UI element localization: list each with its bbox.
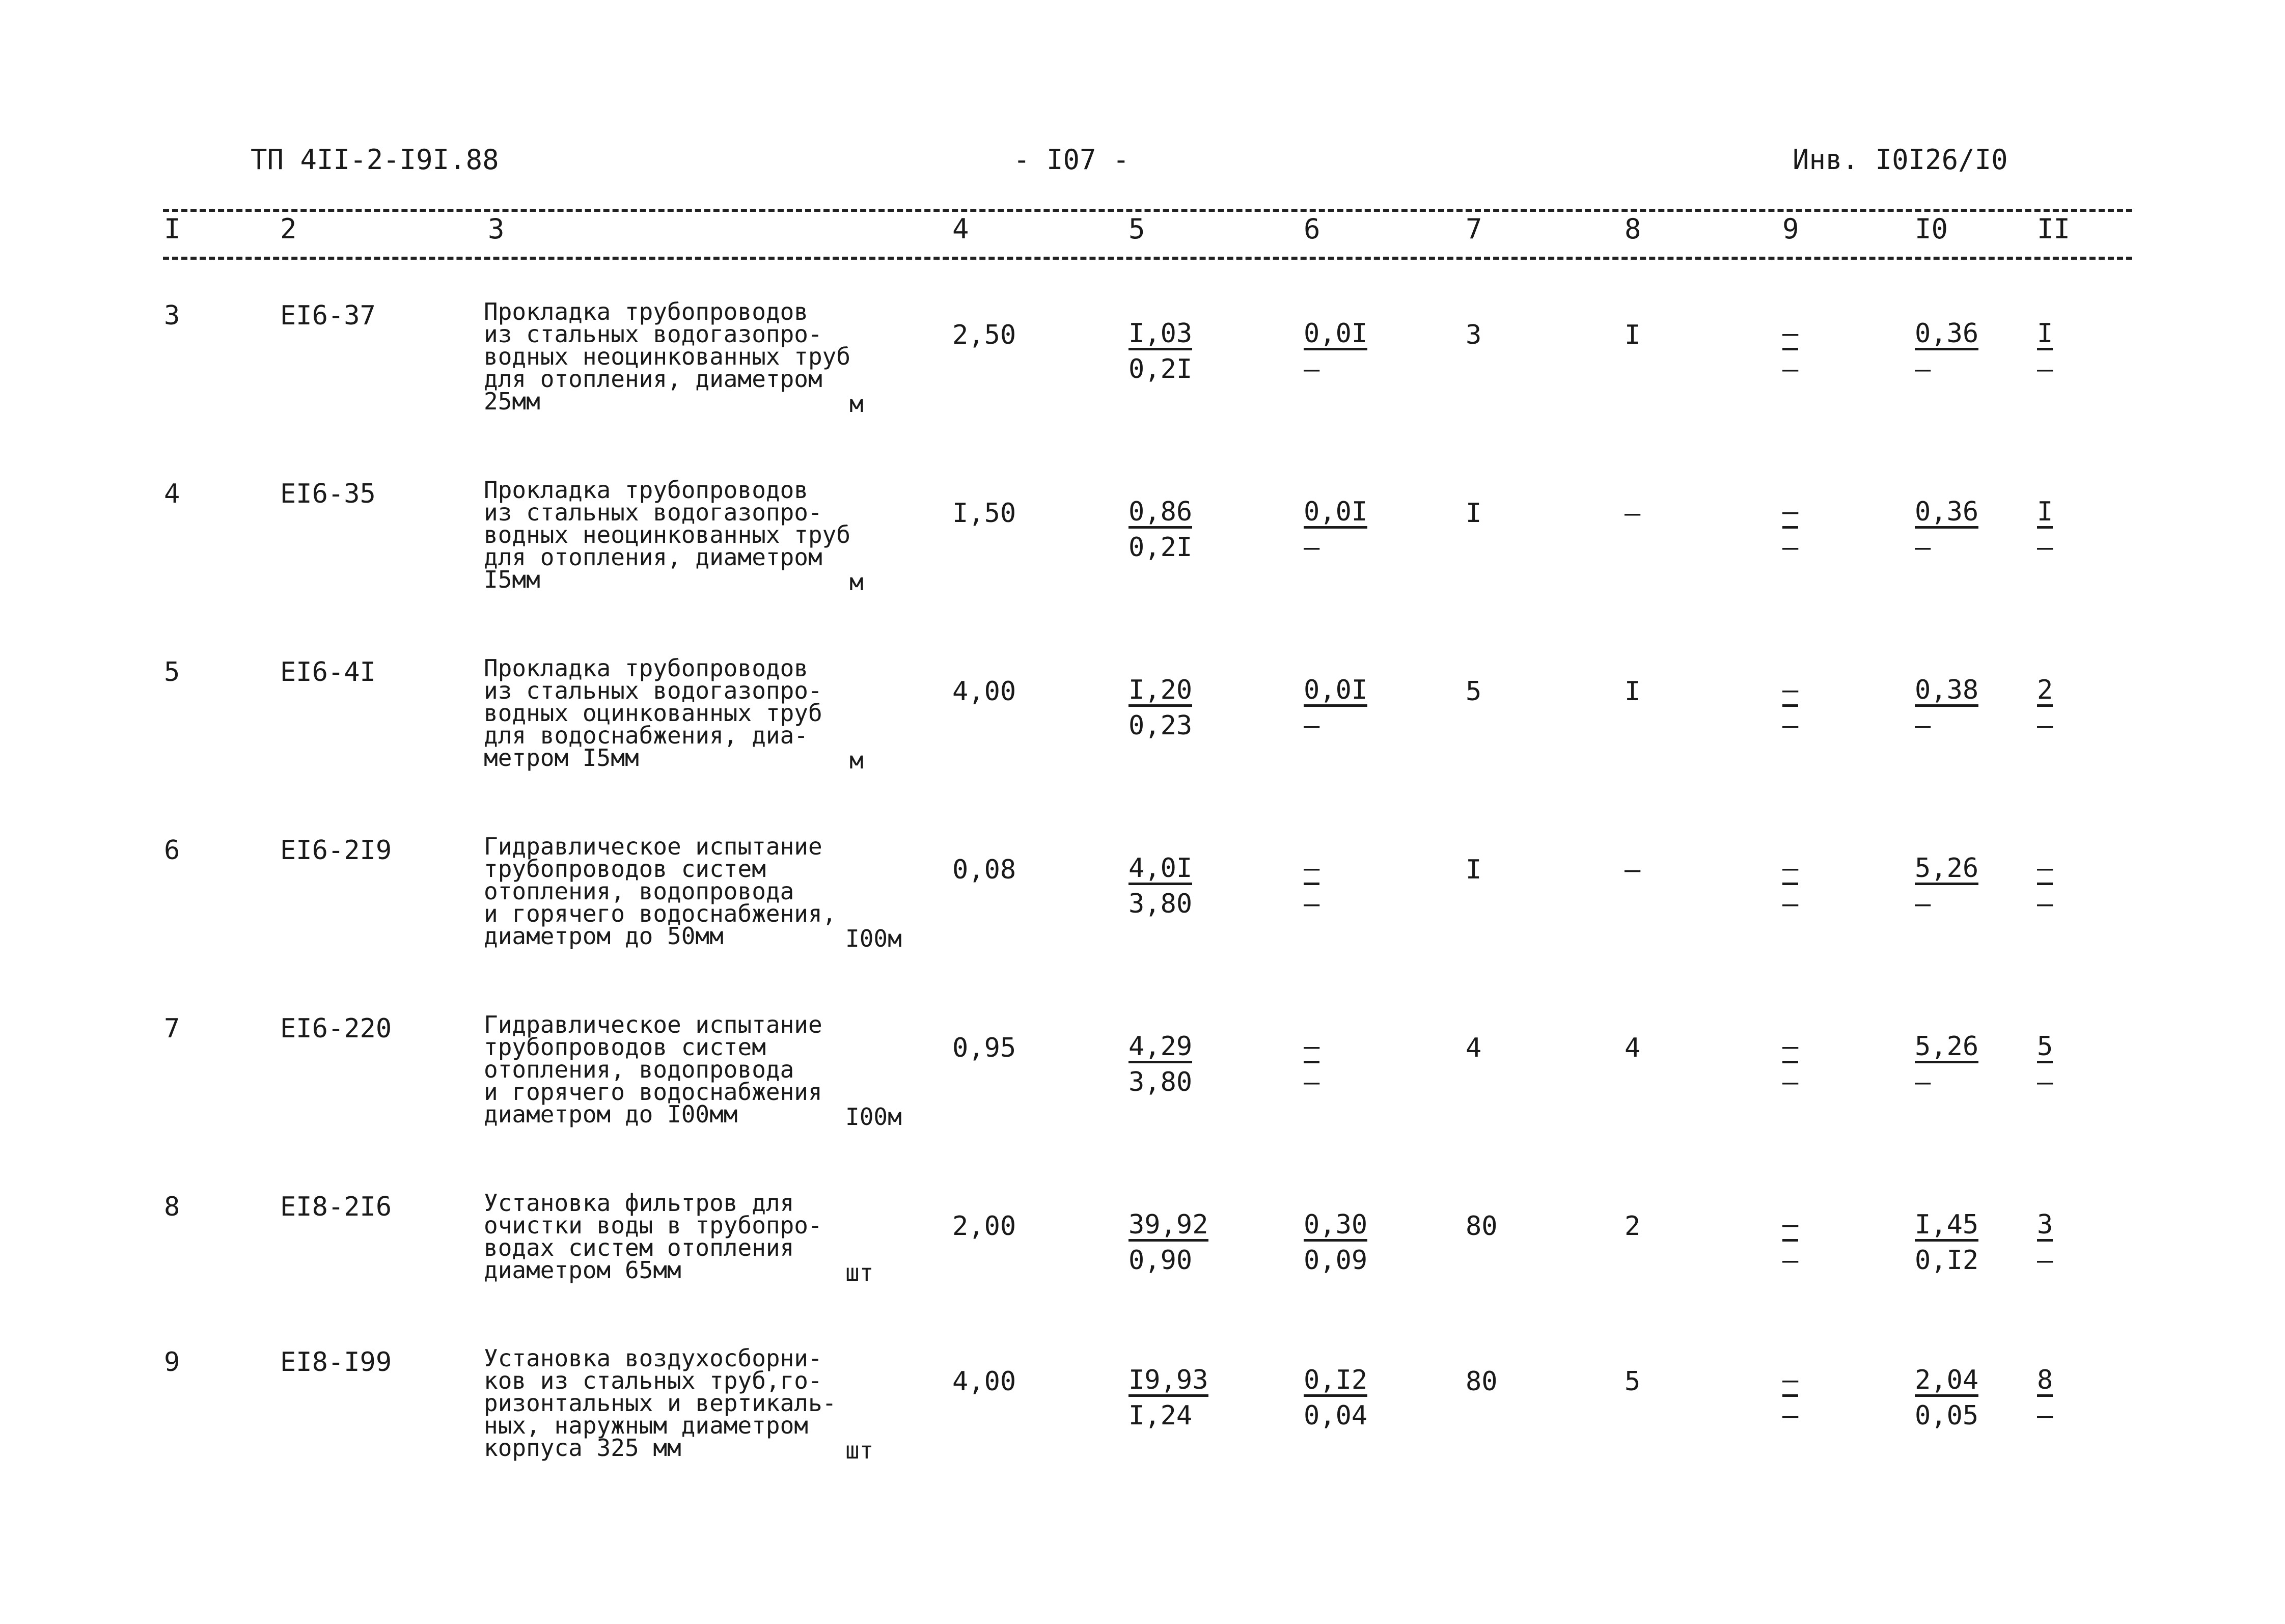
value-denominator: – xyxy=(1782,354,1799,384)
value-numerator: – xyxy=(1782,1210,1798,1242)
column-5-value xyxy=(1128,494,1192,565)
column-7-value: 3 xyxy=(1466,320,1482,350)
column-9-value xyxy=(1782,316,1798,387)
value-denominator: – xyxy=(1304,1067,1320,1097)
column-header-1: I xyxy=(164,213,181,245)
rate-code: EI8-I99 xyxy=(280,1347,392,1378)
description-line: Прокладка трубопроводов xyxy=(484,654,808,682)
table-row xyxy=(0,300,2285,469)
quantity-value: 4,00 xyxy=(952,1366,1016,1397)
inventory-number: Инв. I0I26/I0 xyxy=(1793,144,2008,176)
description-line: трубопроводов систем xyxy=(484,855,766,883)
description-line: Установка фильтров для xyxy=(484,1189,794,1217)
description-line: водных оцинкованных труб xyxy=(484,699,822,727)
column-header-6: 6 xyxy=(1304,213,1320,245)
column-7-value: 5 xyxy=(1466,676,1482,707)
value-denominator: – xyxy=(1915,354,1931,384)
value-numerator: 3 xyxy=(2037,1210,2053,1242)
column-11-value xyxy=(2037,1029,2053,1100)
value-numerator: – xyxy=(1782,676,1798,707)
quantity-value: 0,95 xyxy=(952,1033,1016,1063)
description-line: ных, наружным диаметром xyxy=(484,1412,808,1439)
value-denominator: – xyxy=(1304,354,1320,384)
description-line: отопления, водопровода xyxy=(484,877,794,905)
quantity-value: 4,00 xyxy=(952,676,1016,707)
description-line: Установка воздухосборни- xyxy=(484,1344,822,1372)
description-line: из стальных водогазопро- xyxy=(484,320,822,348)
rate-code: EI8-2I6 xyxy=(280,1192,392,1222)
column-7-value: 4 xyxy=(1466,1033,1482,1063)
value-denominator: – xyxy=(1782,889,1799,919)
value-numerator: I,03 xyxy=(1128,319,1192,350)
row-number: 3 xyxy=(164,300,180,331)
column-5-value xyxy=(1128,850,1192,922)
value-denominator: – xyxy=(1915,889,1931,919)
column-6-value xyxy=(1304,494,1367,565)
value-denominator: – xyxy=(2037,1067,2053,1097)
value-numerator: – xyxy=(1782,319,1798,350)
column-9-value xyxy=(1782,1207,1798,1278)
value-denominator: – xyxy=(1782,532,1799,563)
description-line: I5мм xyxy=(484,566,540,593)
description-line: отопления, водопровода xyxy=(484,1056,794,1083)
column-11-value xyxy=(2037,1362,2053,1434)
value-denominator: 0,2I xyxy=(1128,532,1193,563)
description-line: диаметром 65мм xyxy=(484,1256,681,1284)
column-header-5: 5 xyxy=(1128,213,1145,245)
column-5-value xyxy=(1128,1207,1208,1278)
column-5-value xyxy=(1128,316,1192,387)
value-numerator: 4,0I xyxy=(1128,854,1192,885)
value-numerator: I,45 xyxy=(1915,1210,1978,1242)
value-denominator: 3,80 xyxy=(1128,1067,1193,1097)
value-numerator: 5,26 xyxy=(1915,1032,1978,1063)
value-numerator: 0,I2 xyxy=(1304,1366,1367,1397)
description-line: ризонтальных и вертикаль- xyxy=(484,1389,837,1417)
value-numerator: 0,38 xyxy=(1915,676,1978,707)
description-line: водных неоцинкованных труб xyxy=(484,343,851,370)
row-number: 9 xyxy=(164,1347,180,1378)
description-line: ков из стальных труб,го- xyxy=(484,1367,822,1394)
unit-of-measure: м xyxy=(849,747,864,774)
table-row xyxy=(0,1344,2285,1515)
description-line: Прокладка трубопроводов xyxy=(484,298,808,325)
description-line: водах систем отопления xyxy=(484,1234,794,1261)
column-5-value xyxy=(1128,1362,1208,1434)
value-denominator: 0,05 xyxy=(1915,1400,1979,1431)
quantity-value: 2,00 xyxy=(952,1211,1016,1242)
column-11-value xyxy=(2037,672,2053,744)
description-line: Гидравлическое испытание xyxy=(484,833,822,860)
column-8-value: 5 xyxy=(1625,1366,1641,1397)
column-11-value xyxy=(2037,494,2053,565)
table-row xyxy=(0,1189,2285,1360)
value-numerator: 2,04 xyxy=(1915,1366,1978,1397)
rate-code: EI6-37 xyxy=(280,300,376,331)
rate-code: EI6-2I9 xyxy=(280,835,392,866)
description-line: и горячего водоснабжения, xyxy=(484,900,837,927)
row-number: 4 xyxy=(164,479,180,509)
value-denominator: – xyxy=(2037,532,2053,563)
value-numerator: 8 xyxy=(2037,1366,2053,1397)
column-header-2: 2 xyxy=(280,213,297,245)
value-denominator: 3,80 xyxy=(1128,889,1193,919)
page-number: - I07 - xyxy=(1013,144,1130,176)
value-denominator: 0,2I xyxy=(1128,354,1193,384)
value-numerator: – xyxy=(1782,498,1798,529)
column-8-value: I xyxy=(1625,320,1641,350)
description-line: из стальных водогазопро- xyxy=(484,499,822,526)
description-line: корпуса 325 мм xyxy=(484,1434,681,1462)
column-7-value: 80 xyxy=(1466,1366,1498,1397)
value-denominator: – xyxy=(1304,532,1320,563)
quantity-value: I,50 xyxy=(952,498,1016,529)
column-7-value: 80 xyxy=(1466,1211,1498,1242)
value-numerator: – xyxy=(1304,854,1319,885)
value-denominator: – xyxy=(2037,1245,2053,1276)
column-11-value xyxy=(2037,316,2053,387)
header-bottom-rule xyxy=(163,257,2132,260)
value-denominator: – xyxy=(1915,710,1931,741)
value-denominator: 0,04 xyxy=(1304,1400,1368,1431)
column-6-value xyxy=(1304,672,1367,744)
value-numerator: 0,36 xyxy=(1915,319,1978,350)
column-10-value xyxy=(1915,494,1978,565)
row-number: 7 xyxy=(164,1013,180,1044)
value-numerator: – xyxy=(1782,1366,1798,1397)
value-numerator: I,20 xyxy=(1128,676,1192,707)
value-numerator: 2 xyxy=(2037,676,2053,707)
value-denominator: 0,09 xyxy=(1304,1245,1368,1276)
value-denominator: – xyxy=(1782,710,1799,741)
column-6-value xyxy=(1304,1362,1367,1434)
unit-of-measure: м xyxy=(849,568,864,596)
column-11-value xyxy=(2037,850,2053,922)
description-line: метром I5мм xyxy=(484,744,639,772)
unit-of-measure: шт xyxy=(845,1259,874,1286)
value-numerator: I9,93 xyxy=(1128,1366,1208,1397)
description-line: диаметром до I00мм xyxy=(484,1100,738,1128)
table-row xyxy=(0,476,2285,647)
rate-code: EI6-35 xyxy=(280,479,376,509)
column-8-value: – xyxy=(1625,498,1641,529)
column-5-value xyxy=(1128,1029,1192,1100)
value-denominator: 0,90 xyxy=(1128,1245,1193,1276)
value-denominator: – xyxy=(1915,1067,1931,1097)
value-denominator: 0,I2 xyxy=(1915,1245,1979,1276)
value-numerator: 0,86 xyxy=(1128,498,1192,529)
value-numerator: I xyxy=(2037,319,2053,350)
column-header-7: 7 xyxy=(1466,213,1482,245)
description-line: и горячего водоснабжения xyxy=(484,1078,822,1106)
column-header-4: 4 xyxy=(952,213,969,245)
value-denominator: – xyxy=(1915,532,1931,563)
column-8-value: 4 xyxy=(1625,1033,1641,1063)
column-9-value xyxy=(1782,1362,1798,1434)
column-header-3: 3 xyxy=(488,213,505,245)
unit-of-measure: I00м xyxy=(845,1103,902,1131)
value-denominator: – xyxy=(2037,1400,2053,1431)
row-number: 5 xyxy=(164,657,180,687)
value-numerator: 4,29 xyxy=(1128,1032,1192,1063)
value-denominator: – xyxy=(1782,1067,1799,1097)
description-line: Гидравлическое испытание xyxy=(484,1011,822,1038)
value-numerator: 0,0I xyxy=(1304,498,1367,529)
column-10-value xyxy=(1915,1362,1978,1434)
header-top-rule xyxy=(163,209,2132,212)
document-code: ТП 4II-2-I9I.88 xyxy=(251,144,499,176)
value-numerator: 5,26 xyxy=(1915,854,1978,885)
column-header-8: 8 xyxy=(1625,213,1641,245)
value-numerator: – xyxy=(1782,854,1798,885)
value-denominator: – xyxy=(2037,354,2053,384)
value-denominator: I,24 xyxy=(1128,1400,1193,1431)
quantity-value: 2,50 xyxy=(952,320,1016,350)
value-denominator: – xyxy=(2037,889,2053,919)
unit-of-measure: м xyxy=(849,390,864,418)
column-10-value xyxy=(1915,1029,1978,1100)
quantity-value: 0,08 xyxy=(952,855,1016,885)
value-numerator: – xyxy=(2037,854,2053,885)
table-row xyxy=(0,835,2285,1003)
column-9-value xyxy=(1782,672,1798,744)
value-numerator: 0,30 xyxy=(1304,1210,1367,1242)
value-numerator: 39,92 xyxy=(1128,1210,1208,1242)
column-6-value xyxy=(1304,850,1319,922)
description-line: трубопроводов систем xyxy=(484,1033,766,1061)
unit-of-measure: I00м xyxy=(845,925,902,952)
description-line: диаметром до 50мм xyxy=(484,922,724,950)
value-numerator: 5 xyxy=(2037,1032,2053,1063)
description-line: очистки воды в трубопро- xyxy=(484,1212,822,1239)
description-line: для водоснабжения, диа- xyxy=(484,722,808,749)
description-line: 25мм xyxy=(484,388,540,415)
column-8-value: 2 xyxy=(1625,1211,1641,1242)
column-7-value: I xyxy=(1466,855,1482,885)
row-number: 6 xyxy=(164,835,180,866)
column-10-value xyxy=(1915,1207,1978,1278)
table-row xyxy=(0,654,2285,825)
column-8-value: – xyxy=(1625,855,1641,885)
column-11-value xyxy=(2037,1207,2053,1278)
description-line: для отопления, диаметром xyxy=(484,365,822,393)
column-6-value xyxy=(1304,1207,1367,1278)
rate-code: EI6-220 xyxy=(280,1013,392,1044)
unit-of-measure: шт xyxy=(845,1437,874,1464)
column-9-value xyxy=(1782,494,1798,565)
value-denominator: – xyxy=(2037,710,2053,741)
value-numerator: 0,0I xyxy=(1304,676,1367,707)
column-6-value xyxy=(1304,316,1367,387)
column-10-value xyxy=(1915,850,1978,922)
column-6-value xyxy=(1304,1029,1319,1100)
value-numerator: 0,0I xyxy=(1304,319,1367,350)
value-denominator: – xyxy=(1782,1245,1799,1276)
value-numerator: 0,36 xyxy=(1915,498,1978,529)
column-header-10: I0 xyxy=(1915,213,1948,245)
column-10-value xyxy=(1915,672,1978,744)
column-5-value xyxy=(1128,672,1192,744)
column-9-value xyxy=(1782,1029,1798,1100)
value-denominator: – xyxy=(1304,710,1320,741)
column-8-value: I xyxy=(1625,676,1641,707)
column-7-value: I xyxy=(1466,498,1482,529)
table-row xyxy=(0,1013,2285,1181)
value-numerator: – xyxy=(1304,1032,1319,1063)
column-header-11: II xyxy=(2037,213,2071,245)
value-denominator: 0,23 xyxy=(1128,710,1193,741)
value-numerator: I xyxy=(2037,498,2053,529)
row-number: 8 xyxy=(164,1192,180,1222)
description-line: для отопления, диаметром xyxy=(484,543,822,571)
rate-code: EI6-4I xyxy=(280,657,376,687)
column-9-value xyxy=(1782,850,1798,922)
column-10-value xyxy=(1915,316,1978,387)
description-line: водных неоцинкованных труб xyxy=(484,521,851,548)
value-numerator: – xyxy=(1782,1032,1798,1063)
value-denominator: – xyxy=(1782,1400,1799,1431)
value-denominator: – xyxy=(1304,889,1320,919)
column-header-9: 9 xyxy=(1782,213,1799,245)
description-line: из стальных водогазопро- xyxy=(484,677,822,704)
description-line: Прокладка трубопроводов xyxy=(484,476,808,504)
